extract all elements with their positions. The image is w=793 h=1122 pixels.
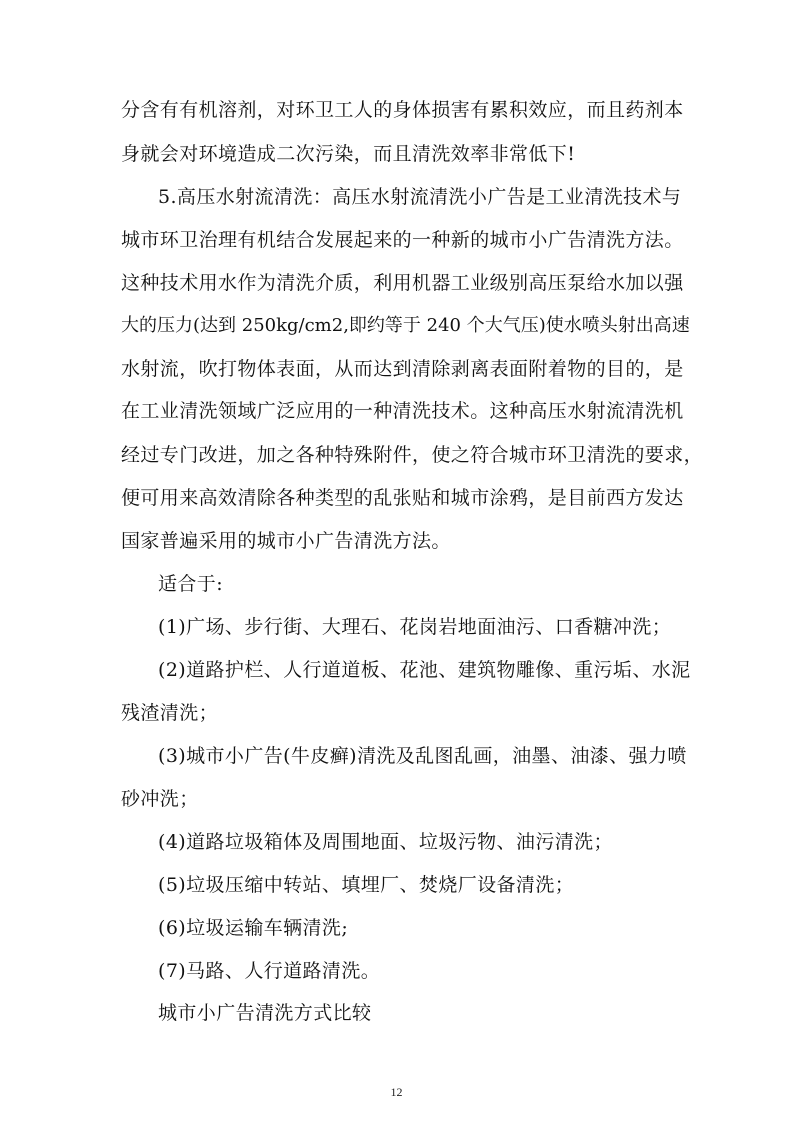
list-item: (2)道路护栏、人行道道板、花池、建筑物雕像、重污垢、水泥 — [158, 659, 691, 681]
list-item: (1)广场、步行街、大理石、花岗岩地面油污、口香糖冲洗； — [158, 616, 672, 638]
page-number: 12 — [390, 1085, 403, 1099]
paragraph-line: 经过专门改进，加之各种特殊附件，使之符合城市环卫清洗的要求， — [121, 444, 704, 466]
paragraph-line: 这种技术用水作为清洗介质，利用机器工业级别高压泵给水加以强 — [121, 272, 684, 294]
paragraph-line: 城市环卫治理有机结合发展起来的一种新的城市小广告清洗方法。 — [121, 229, 684, 251]
list-item: (4)道路垃圾箱体及周围地面、垃圾污物、油污清洗； — [158, 831, 613, 853]
list-item: (3)城市小广告(牛皮癣)清洗及乱图乱画，油墨、油漆、强力喷 — [158, 745, 687, 767]
paragraph-line: 在工业清洗领域广泛应用的一种清洗技术。这种高压水射流清洗机 — [121, 400, 684, 422]
paragraph-line: 便可用来高效清除各种类型的乱张贴和城市涂鸦，是目前西方发达 — [121, 487, 684, 509]
paragraph-line: 适合于: — [158, 573, 224, 595]
paragraph-line: 水射流，吹打物体表面，从而达到清除剥离表面附着物的目的，是 — [121, 358, 684, 380]
paragraph-line: 5.高压水射流清洗：高压水射流清洗小广告是工业清洗技术与 — [158, 186, 682, 208]
list-item-continuation: 砂冲洗； — [121, 788, 199, 810]
list-item: (7)马路、人行道路清洗。 — [158, 960, 381, 982]
paragraph-line: 身就会对环境造成二次污染，而且清洗效率非常低下! — [121, 143, 576, 165]
list-item: (6)垃圾运输车辆清洗; — [158, 917, 349, 939]
list-item: (5)垃圾压缩中转站、填埋厂、焚烧厂设备清洗； — [158, 874, 575, 896]
paragraph-line: 国家普遍采用的城市小广告清洗方法。 — [121, 530, 451, 552]
paragraph-line: 分含有有机溶剂，对环卫工人的身体损害有累积效应，而且药剂本 — [121, 99, 684, 121]
list-item-continuation: 残渣清洗； — [121, 702, 219, 724]
section-heading: 城市小广告清洗方式比较 — [158, 1002, 372, 1024]
paragraph-line: 大的压力(达到 250kg/cm2,即约等于 240 个大气压)使水喷头射出高速 — [121, 315, 690, 336]
